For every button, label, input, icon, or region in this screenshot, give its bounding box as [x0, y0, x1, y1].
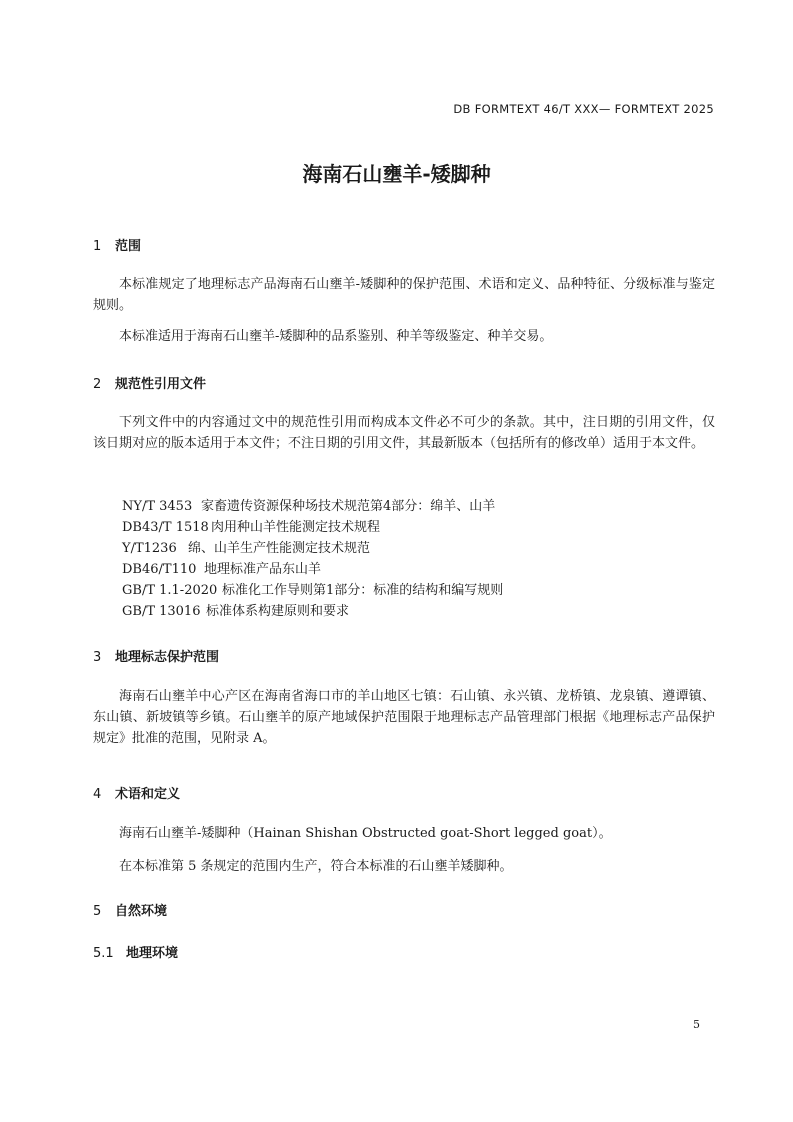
reference-title: 标准体系构建原则和要求 — [206, 604, 350, 619]
section-number: 3 — [93, 650, 102, 665]
reference-item — [122, 580, 503, 601]
reference-code: GB/T 13016 — [122, 604, 201, 619]
reference-title: 地理标准产品东山羊 — [204, 562, 322, 577]
section-number: 5 — [93, 904, 102, 919]
section-title: 地理标志保护范围 — [115, 650, 220, 665]
reference-item — [122, 517, 380, 538]
section-number: 4 — [93, 787, 102, 802]
section-number: 2 — [93, 377, 102, 392]
section-title: 自然环境 — [115, 904, 168, 919]
reference-title: 肉用种山羊性能测定技术规程 — [211, 520, 381, 535]
document-title: 海南石山壅羊-矮脚种 — [302, 162, 491, 186]
reference-code: DB46/T110 — [122, 562, 197, 577]
reference-title: 绵、山羊生产性能测定技术规范 — [188, 541, 371, 556]
reference-code: DB43/T 1518 — [122, 520, 209, 535]
reference-code: NY/T 3453 — [122, 499, 193, 514]
document-code-header: DB FORMTEXT 46/T XXX— FORMTEXT 2025 — [453, 102, 714, 116]
reference-title: 家畜遗传资源保种场技术规范第4部分：绵羊、山羊 — [201, 499, 496, 514]
section-heading-4 — [93, 783, 180, 802]
subsection-number: 5.1 — [93, 946, 114, 961]
terms-paragraph-2: 在本标准第 5 条规定的范围内生产，符合本标准的石山壅羊矮脚种。 — [119, 859, 513, 874]
subsection-title: 地理环境 — [126, 946, 179, 961]
section-number: 1 — [93, 239, 102, 254]
subsection-heading-5-1 — [93, 942, 178, 961]
scope-paragraph-1: 本标准规定了地理标志产品海南石山壅羊-矮脚种的保护范围、术语和定义、品种特征、分级标准与鉴定规则。 — [93, 277, 715, 313]
section-heading-2 — [93, 373, 206, 392]
section-title: 范围 — [115, 239, 142, 254]
terms-paragraph-1: 海南石山壅羊-矮脚种（Hainan Shishan Obstructed goat-Short legged goat）。 — [119, 826, 612, 841]
section-heading-3 — [93, 646, 219, 665]
protection-scope-paragraph: 海南石山壅羊中心产区在海南省海口市的羊山地区七镇：石山镇、永兴镇、龙桥镇、龙泉镇、遵谭镇、东山镇、新坡镇等乡镇。石山壅羊的原产地域保护范围限于地理标志产品管理部门根据《地理标志产品保护规定》批准的范围，见附录 A。 — [93, 689, 715, 746]
reference-code: Y/T1236 — [122, 541, 177, 556]
section-heading-1 — [93, 235, 141, 254]
section-title: 术语和定义 — [115, 787, 181, 802]
reference-item — [122, 601, 349, 622]
references-intro-paragraph: 下列文件中的内容通过文中的规范性引用而构成本文件必不可少的条款。其中，注日期的引用文件，仅该日期对应的版本适用于本文件；不注日期的引用文件，其最新版本（包括所有的修改单）适用于本文件。 — [93, 415, 715, 451]
reference-item — [122, 538, 370, 559]
reference-code: GB/T 1.1-2020 — [122, 583, 218, 598]
section-title: 规范性引用文件 — [115, 377, 207, 392]
reference-item — [122, 559, 321, 580]
page-number: 5 — [693, 1018, 700, 1031]
section-heading-5 — [93, 900, 167, 919]
reference-item — [122, 496, 495, 517]
scope-paragraph-2: 本标准适用于海南石山壅羊-矮脚种的品系鉴别、种羊等级鉴定、种羊交易。 — [119, 329, 553, 344]
reference-title: 标准化工作导则第1部分：标准的结构和编写规则 — [222, 583, 504, 598]
